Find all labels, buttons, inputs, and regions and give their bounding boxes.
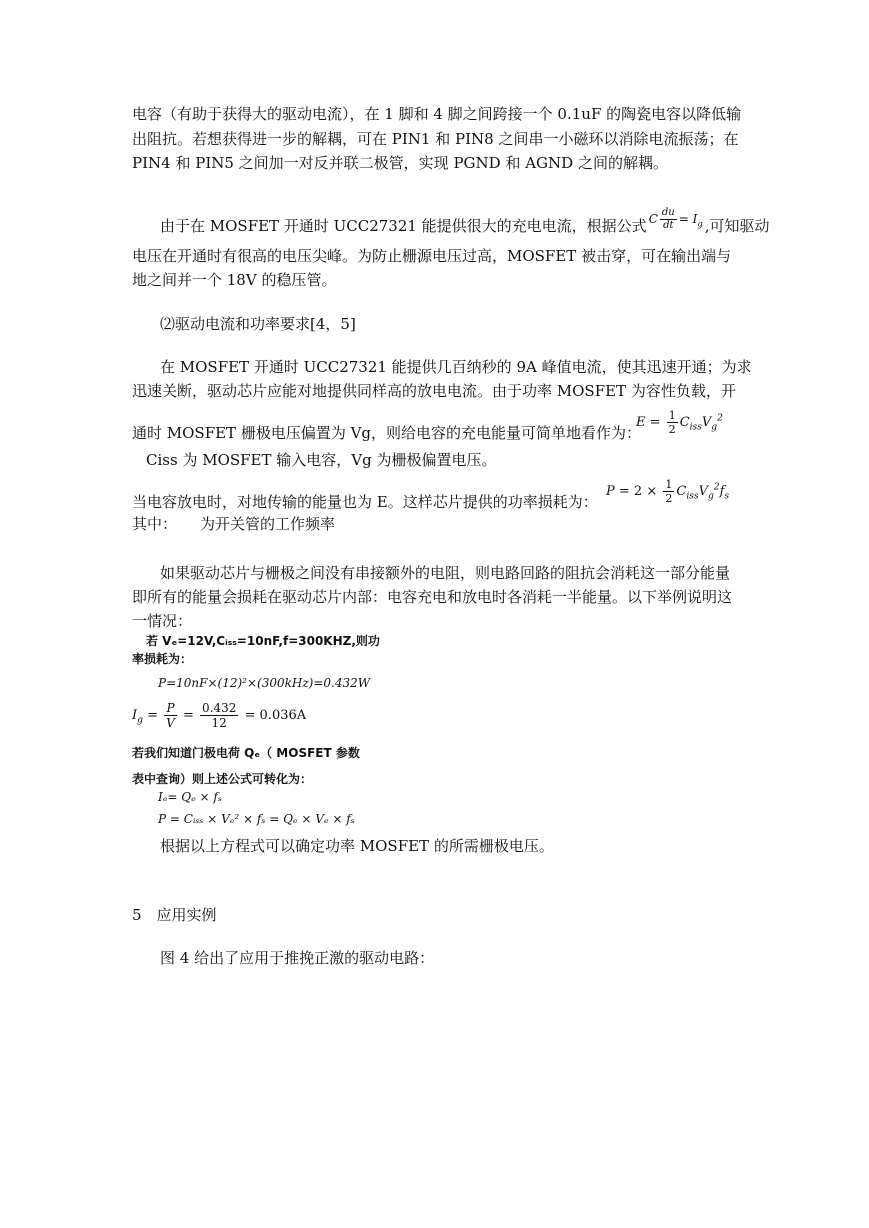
power-equals: = 2 ×	[618, 484, 658, 499]
power-f-sub: s	[724, 491, 730, 502]
power-num: 1	[665, 478, 673, 491]
paragraph-2-line-2: 电压在开通时有很高的电压尖峰。为防止栅源电压过高，MOSFET 被击穿，可在输出端与	[132, 247, 732, 265]
energy-c-sub: iss	[689, 422, 702, 433]
ig-lhs: I	[132, 708, 138, 723]
power-lhs: P	[606, 484, 615, 499]
paragraph-3-line-5: 当电容放电时，对地传输的能量也为 E。这样芯片提供的功率损耗为：	[132, 493, 598, 511]
ig-equals: =	[147, 708, 159, 723]
ig-den-v: V	[166, 716, 175, 730]
ig-sub: g	[137, 715, 143, 726]
energy-equals: =	[649, 415, 661, 430]
energy-c: C	[679, 415, 690, 430]
example-line-8: P = Cᵢₛₛ × Vₑ² × fₛ = Qₑ × Vₑ × fₛ	[158, 812, 355, 826]
paragraph-2-line-1	[160, 207, 770, 241]
paragraph-3-line-2: 迅速关断，驱动芯片应能对地提供同样高的放电电流。由于功率 MOSFET 为容性负载，开	[132, 382, 736, 400]
power-v: V	[698, 484, 708, 499]
energy-v-sub: g	[711, 422, 718, 433]
example-line-6: 表中查询）则上述公式可转化为：	[132, 772, 313, 786]
example-line-7: Iₑ= Qₑ × fₛ	[158, 790, 222, 804]
paragraph-4-line-3: 一情况：	[132, 612, 193, 630]
example-line-5: 若我们知道门极电荷 Qₑ（ MOSFET 参数	[132, 746, 360, 760]
formula-c-symbol: C	[648, 212, 658, 226]
formula-equals: =	[678, 212, 689, 226]
paragraph-2-line-1-text: 由于在 MOSFET 开通时 UCC27321 能提供很大的充电电流，根据公式	[160, 217, 647, 235]
formula-c-du-dt	[649, 208, 703, 233]
paragraph-4-line-2: 即所有的能量会损耗在驱动芯片内部：电容充电和放电时各消耗一半能量。以下举例说明这	[132, 588, 733, 606]
paragraph-4-line-1: 如果驱动芯片与栅极之间没有串接额外的电阻，则电路回路的阻抗会消耗这一部分能量	[160, 564, 731, 582]
energy-v-sup: 2	[717, 413, 723, 424]
example-formula-image	[132, 630, 380, 835]
example-line-3: P=10nF×(12)²×(300kHz)=0.432W	[158, 676, 371, 690]
formula-energy	[636, 410, 723, 435]
power-v-sup: 2	[713, 482, 720, 493]
paragraph-2-line-1-tail: ,可知驱动	[704, 217, 770, 235]
energy-v: V	[701, 415, 712, 430]
power-f: f	[719, 484, 725, 499]
section-2-heading: ⑵驱动电流和功率要求[4，5]	[160, 315, 356, 333]
paragraph-3-line-6-label: 其中：	[132, 515, 178, 533]
paragraph-1-line-1: 电容（有助于获得大的驱动电流），在 1 脚和 4 脚之间跨接一个 0.1uF 的陶瓷电容以降低输	[132, 105, 742, 123]
power-c-sub: iss	[686, 491, 699, 502]
example-line-2: 率损耗为：	[132, 652, 193, 666]
energy-den: 2	[668, 423, 676, 436]
ig-result: = 0.036A	[244, 708, 307, 723]
ig-num-p: P	[166, 701, 175, 715]
energy-lhs: E	[636, 415, 646, 430]
paragraph-2-line-3: 地之间并一个 18V 的稳压管。	[132, 271, 337, 289]
example-line-1: 若 Vₑ=12V,Cᵢₛₛ=10nF,f=300KHZ,则功	[146, 634, 380, 648]
paragraph-6: 图 4 给出了应用于推挽正激的驱动电路：	[160, 949, 435, 967]
formula-dt: dt	[663, 220, 674, 231]
paragraph-1-line-3: PIN4 和 PIN5 之间加一对反并联二极管，实现 PGND 和 AGND 之间的解耦。	[132, 154, 668, 172]
paragraph-3-line-6-text: 为开关管的工作频率	[200, 515, 336, 533]
power-v-sub: g	[707, 491, 714, 502]
ig-den-value: 12	[211, 716, 227, 730]
power-c: C	[676, 484, 687, 499]
formula-i-symbol: I	[692, 212, 698, 226]
paragraph-5: 根据以上方程式可以确定功率 MOSFET 的所需栅极电压。	[160, 837, 554, 855]
power-den: 2	[665, 492, 673, 505]
paragraph-3-line-4: Ciss 为 MOSFET 输入电容，Vg 为栅极偏置电压。	[146, 451, 497, 469]
paragraph-3-line-3: 通时 MOSFET 栅极电压偏置为 Vg，则给电容的充电能量可简单地看作为：	[132, 424, 642, 442]
formula-power	[606, 479, 729, 504]
ig-num-value: 0.432	[202, 701, 237, 715]
formula-i-sub: g	[697, 218, 703, 229]
paragraph-3-line-1: 在 MOSFET 开通时 UCC27321 能提供几百纳秒的 9A 峰值电流，使其迅速开通；为求	[160, 358, 752, 376]
example-ig-formula: $I_g$ = $\frac{P}{V}$ = $\frac{0.432}{12}$ = 0.036A	[132, 701, 307, 730]
energy-num: 1	[668, 409, 676, 422]
section-5-heading: 5 应用实例	[132, 906, 217, 924]
paragraph-1-line-2: 出阻抗。若想获得进一步的解耦，可在 PIN1 和 PIN8 之间串一小磁环以消除电流振荡；在	[132, 130, 739, 148]
formula-du: du	[661, 207, 675, 218]
